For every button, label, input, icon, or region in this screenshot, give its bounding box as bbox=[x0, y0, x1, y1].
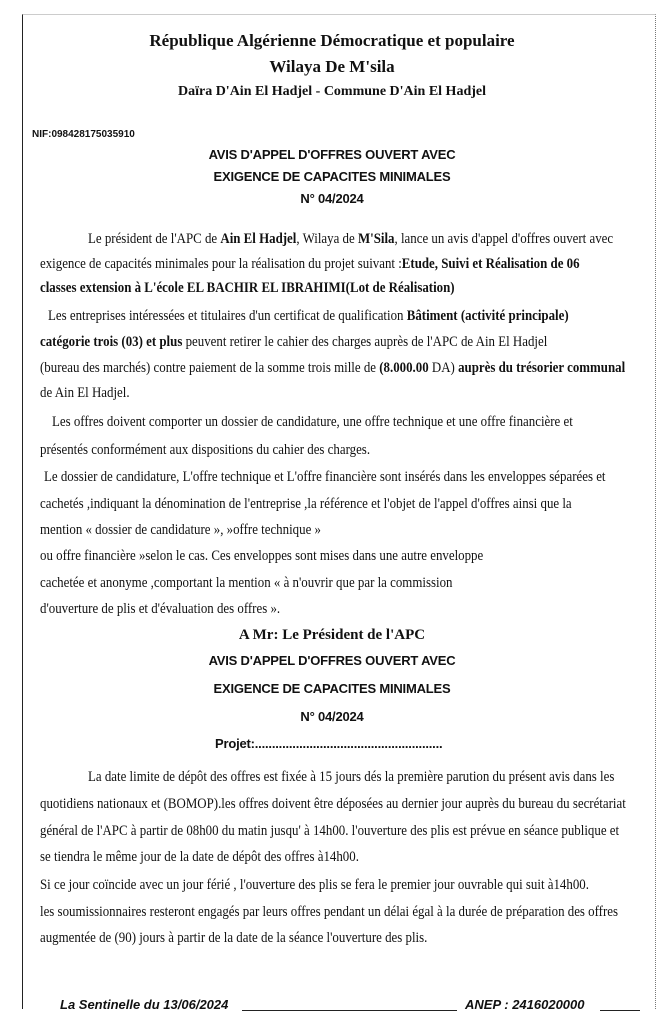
text-segment: présentés conformément aux dispositions du cahier des charges. bbox=[40, 442, 371, 458]
text-segment: , lance un avis d'appel d'offres ouvert avec bbox=[394, 231, 614, 247]
text-segment: ou offre financière »selon le cas. Ces enveloppes sont mises dans une autre enveloppe bbox=[40, 548, 484, 564]
text-segment: cachetée et anonyme ,comportant la mention « à n'ouvrir que par la commission bbox=[40, 575, 453, 591]
closing-line: La date limite de dépôt des offres est fixée à 15 jours dés la première parution du présent avis dans les bbox=[88, 769, 615, 785]
text-segment: cachetés ,indiquant la dénomination de l'entreprise ,la référence et l'objet de l'appel d'offres ainsi que la bbox=[40, 496, 572, 512]
header-wilaya: Wilaya De M'sila bbox=[269, 57, 395, 76]
closing-line: se tiendra le même jour de la date de dépôt des offres à14h00. bbox=[40, 849, 359, 865]
footer-rule bbox=[242, 1010, 457, 1011]
body-line bbox=[48, 307, 569, 325]
header-daira: Daïra D'Ain El Hadjel - Commune D'Ain El Hadjel bbox=[177, 84, 486, 99]
anep-reference: ANEP : 2416020000 bbox=[465, 997, 585, 1012]
text-segment: M'Sila bbox=[357, 231, 395, 247]
text-segment: DA) bbox=[428, 360, 459, 376]
notice-title: AVIS D'APPEL D'OFFRES OUVERT AVEC bbox=[208, 147, 456, 162]
text-segment: Le dossier de candidature, L'offre technique et L'offre financière sont insérés dans les enveloppes séparées et bbox=[44, 469, 606, 485]
footer-rule-right bbox=[600, 1010, 640, 1011]
address-prefix: A Mr: bbox=[238, 627, 283, 643]
closing-line: augmentée de (90) jours à partir de la date de la séance l'ouverture des plis. bbox=[40, 930, 428, 946]
text-segment: Les entreprises intéressées et titulaires d'un certificat de qualification bbox=[48, 308, 407, 324]
address-subtitle: EXIGENCE DE CAPACITES MINIMALES bbox=[213, 681, 451, 696]
text-segment: peuvent retirer le cahier des charges auprès de l'APC de Ain El Hadjel bbox=[182, 334, 548, 350]
text-segment: Le président de l'APC de bbox=[88, 231, 221, 247]
body-line bbox=[40, 521, 321, 539]
body-line bbox=[52, 413, 573, 431]
body-line bbox=[40, 255, 580, 273]
projet-line: Projet:....................................................... bbox=[215, 736, 443, 751]
address-number: N° 04/2024 bbox=[300, 709, 364, 724]
closing-line: quotidiens nationaux et (BOMOP).les offres doivent être déposées au dernier jour auprès du bureau du secrétariat bbox=[40, 796, 626, 812]
text-segment: , Wilaya de bbox=[296, 231, 358, 247]
body-line bbox=[40, 600, 280, 618]
text-segment: de Ain El Hadjel. bbox=[40, 385, 130, 401]
address-title: AVIS D'APPEL D'OFFRES OUVERT AVEC bbox=[208, 653, 456, 668]
text-segment: catégorie trois (03) et plus bbox=[40, 334, 183, 350]
notice-number: N° 04/2024 bbox=[300, 191, 364, 206]
body-line bbox=[40, 279, 455, 297]
body-line bbox=[40, 574, 452, 592]
text-segment: (bureau des marchés) contre paiement de la somme trois mille de bbox=[40, 360, 380, 376]
header-republic: République Algérienne Démocratique et populaire bbox=[149, 31, 515, 50]
text-segment: (8.000.00 bbox=[379, 360, 429, 376]
address-line bbox=[0, 626, 664, 644]
text-segment: Bâtiment (activité principale) bbox=[406, 308, 569, 324]
body-line bbox=[40, 359, 625, 377]
body-line bbox=[40, 384, 130, 402]
closing-line: Si ce jour coïncide avec un jour férié , l'ouverture des plis se fera le premier jour ouvrable qui suit à14h00. bbox=[40, 877, 589, 893]
body-line bbox=[40, 441, 370, 459]
address-recipient: Le Président de l'APC bbox=[282, 627, 426, 643]
body-line bbox=[40, 547, 483, 565]
closing-line: les soumissionnaires resteront engagés par leurs offres pendant un délai égal à la durée de préparation des offres bbox=[40, 904, 619, 920]
text-segment: Etude, Suivi et Réalisation de 06 bbox=[401, 256, 580, 272]
text-segment: d'ouverture de plis et d'évaluation des offres ». bbox=[40, 601, 281, 617]
publication-date: La Sentinelle du 13/06/2024 bbox=[60, 997, 229, 1012]
body-line bbox=[88, 230, 613, 248]
text-segment: auprès du trésorier communal bbox=[458, 360, 626, 376]
text-segment: mention « dossier de candidature », »offre technique » bbox=[40, 522, 321, 538]
notice-subtitle: EXIGENCE DE CAPACITES MINIMALES bbox=[213, 169, 451, 184]
text-segment: Les offres doivent comporter un dossier de candidature, une offre technique et une offre financière et bbox=[52, 414, 573, 430]
body-line bbox=[40, 333, 547, 351]
nif-number: NIF:098428175035910 bbox=[32, 129, 135, 140]
text-segment: Ain El Hadjel bbox=[220, 231, 297, 247]
text-segment: exigence de capacités minimales pour la réalisation du projet suivant : bbox=[40, 256, 402, 272]
closing-line: général de l'APC à partir de 08h00 du matin jusqu' à 14h00. l'ouverture des plis est prévue en séance publique et bbox=[40, 823, 620, 839]
body-line bbox=[44, 468, 606, 486]
text-segment: classes extension à L'école EL BACHIR EL IBRAHIMI(Lot de Réalisation) bbox=[40, 280, 455, 296]
body-line bbox=[40, 495, 572, 513]
